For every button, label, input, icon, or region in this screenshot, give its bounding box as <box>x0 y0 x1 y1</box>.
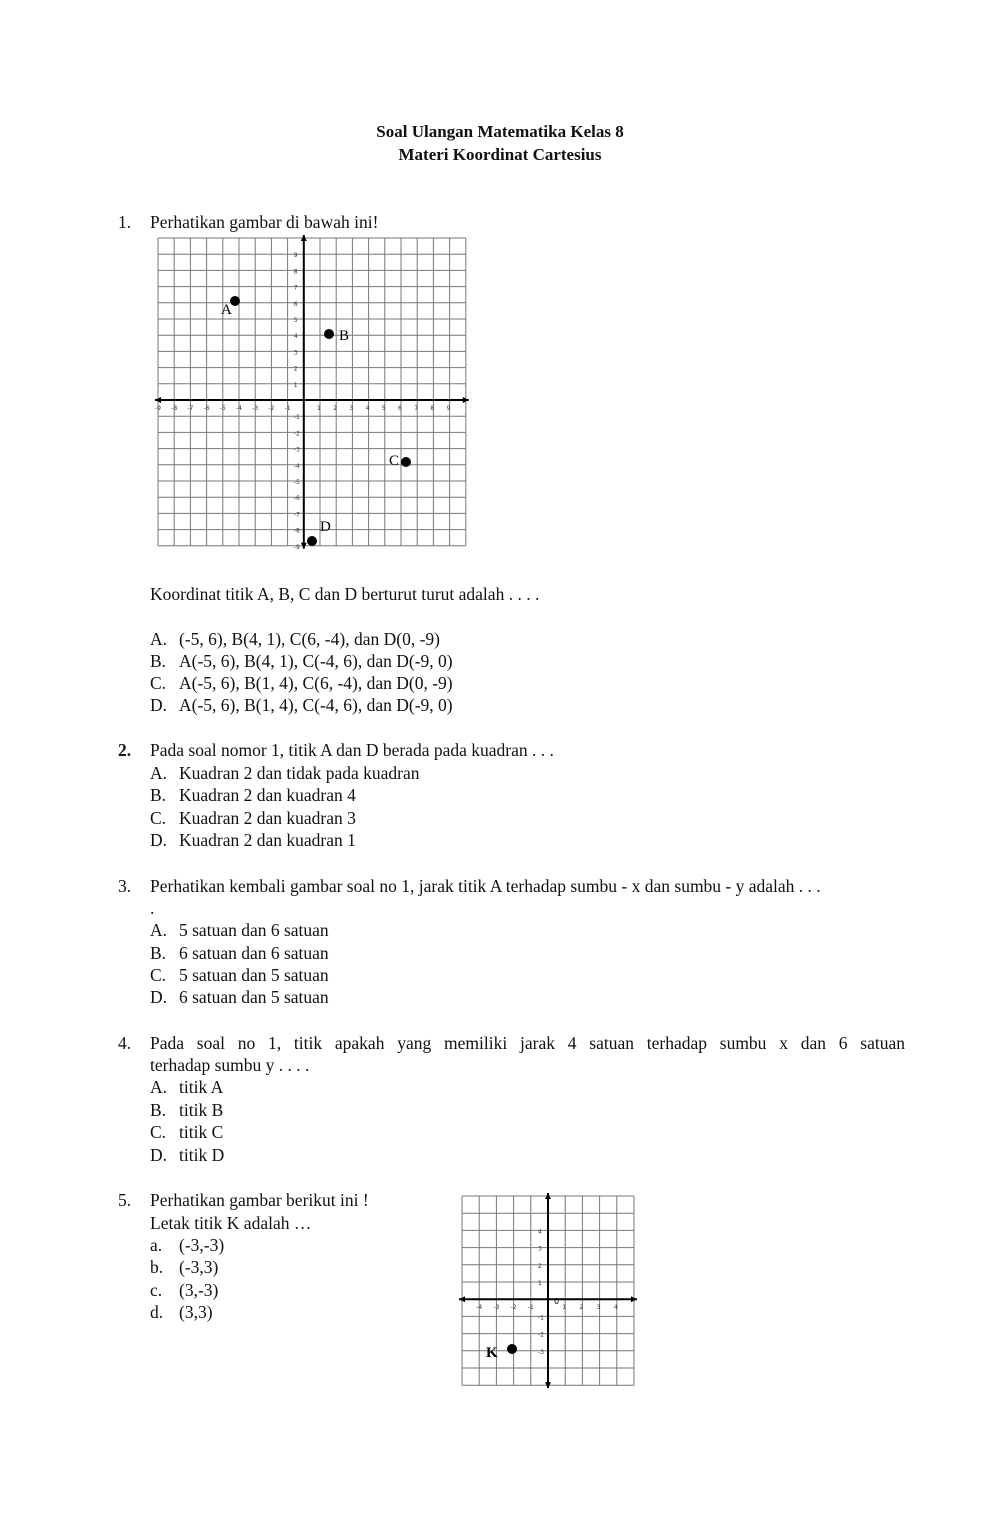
question-text-line2: terhadap sumbu y . . . . <box>150 1055 310 1075</box>
cartesian-graph-q5 <box>458 1190 650 1388</box>
x-tick-label: 2 <box>333 405 338 412</box>
option-letter[interactable]: B. <box>150 651 167 671</box>
x-tick-label: 8 <box>430 405 435 412</box>
point-b <box>324 329 334 339</box>
option-letter[interactable]: C. <box>150 808 167 828</box>
y-tick-label: 3 <box>538 1245 542 1253</box>
origin-label: 0 <box>554 1297 560 1306</box>
question-text: Pada soal nomor 1, titik A dan D berada pada kuadran . . . <box>150 740 554 760</box>
y-tick-label: 8 <box>293 268 298 276</box>
y-tick-label: 2 <box>538 1262 542 1270</box>
option-text[interactable]: 5 satuan dan 5 satuan <box>179 965 329 985</box>
y-tick-label: -4 <box>293 462 300 470</box>
page-subtitle: Materi Koordinat Cartesius <box>398 145 602 164</box>
x-tick-label: 7 <box>414 405 419 412</box>
option-letter[interactable]: D. <box>150 987 168 1007</box>
x-tick-label: -6 <box>203 405 210 412</box>
question-text: Perhatikan kembali gambar soal no 1, jarak titik A terhadap sumbu - x dan sumbu - y adalah . . . <box>150 876 821 896</box>
option-text[interactable]: titik A <box>179 1077 224 1097</box>
option-letter[interactable]: C. <box>150 965 167 985</box>
x-tick-label: -4 <box>236 405 242 412</box>
x-tick-label: -2 <box>510 1304 517 1312</box>
question-number: 4. <box>118 1033 132 1053</box>
option-text[interactable]: (-3,-3) <box>179 1235 225 1255</box>
option-text[interactable]: (3,3) <box>179 1302 213 1322</box>
x-tick-label: 2 <box>579 1304 584 1312</box>
points <box>221 296 411 546</box>
x-tick-label: 3 <box>349 405 354 412</box>
y-tick-label: 3 <box>293 349 298 357</box>
option-text[interactable]: (3,-3) <box>179 1280 219 1300</box>
option-letter[interactable]: A. <box>150 1077 168 1097</box>
option-letter[interactable]: A. <box>150 920 168 940</box>
x-tick-label: 6 <box>398 405 402 412</box>
y-tick-label: -7 <box>293 511 300 519</box>
point-k <box>507 1344 517 1354</box>
question-text-tail: . <box>150 898 155 918</box>
point-label-k: K <box>486 1345 498 1361</box>
point-label-d: D <box>320 519 331 535</box>
grid <box>155 235 469 549</box>
y-tick-label: 7 <box>293 284 298 292</box>
x-tick-label: -4 <box>476 1304 483 1312</box>
x-tick-label: -5 <box>219 405 226 412</box>
option-letter[interactable]: D. <box>150 695 168 715</box>
option-letter[interactable]: c. <box>150 1280 163 1300</box>
option-letter[interactable]: B. <box>150 785 167 805</box>
y-tick-label: -1 <box>293 414 300 422</box>
x-tick-label: -3 <box>493 1304 500 1312</box>
y-tick-label: -1 <box>538 1314 544 1322</box>
y-tick-label: -9 <box>293 543 300 551</box>
y-tick-label: -2 <box>538 1331 544 1339</box>
point-label-b: B <box>339 328 350 344</box>
option-text[interactable]: Kuadran 2 dan kuadran 3 <box>179 808 356 828</box>
y-tick-label: -6 <box>293 495 300 503</box>
y-tick-label: -3 <box>293 446 300 454</box>
y-tick-label: 2 <box>293 365 298 373</box>
x-tick-label: -2 <box>268 405 275 412</box>
x-tick-label: 9 <box>446 405 451 412</box>
option-letter[interactable]: C. <box>150 673 167 693</box>
x-tick-label: 3 <box>596 1304 601 1312</box>
y-tick-label: -8 <box>293 527 300 535</box>
option-text[interactable]: A(-5, 6), B(4, 1), C(-4, 6), dan D(-9, 0) <box>179 651 453 671</box>
cartesian-graph-q1 <box>150 232 480 562</box>
option-text[interactable]: 6 satuan dan 5 satuan <box>179 987 329 1007</box>
y-tick-label: -3 <box>538 1348 544 1356</box>
page-title: Soal Ulangan Matematika Kelas 8 <box>376 122 624 141</box>
x-tick-label: -9 <box>155 405 161 412</box>
x-tick-label: 1 <box>562 1304 567 1312</box>
question-number: 5. <box>118 1190 132 1210</box>
option-letter[interactable]: A. <box>150 763 168 783</box>
option-letter[interactable]: B. <box>150 943 167 963</box>
x-tick-label: -1 <box>527 1304 534 1312</box>
x-tick-label: 4 <box>613 1304 618 1312</box>
x-tick-label: 1 <box>317 405 321 412</box>
question-prompt: Perhatikan gambar di bawah ini! <box>150 212 379 232</box>
option-text[interactable]: Kuadran 2 dan kuadran 4 <box>179 785 356 805</box>
option-text[interactable]: Kuadran 2 dan tidak pada kuadran <box>179 763 420 783</box>
option-text[interactable]: A(-5, 6), B(1, 4), C(6, -4), dan D(0, -9) <box>179 673 453 693</box>
option-letter[interactable]: a. <box>150 1235 163 1255</box>
point-c <box>401 457 411 467</box>
y-tick-label: 1 <box>293 381 298 389</box>
x-tick-label: -1 <box>284 405 291 412</box>
point-label-c: C <box>389 453 400 469</box>
option-text[interactable]: (-3,3) <box>179 1257 219 1277</box>
axis-ticks <box>155 252 451 551</box>
option-text[interactable]: Kuadran 2 dan kuadran 1 <box>179 830 356 850</box>
point-d <box>307 536 317 546</box>
option-letter[interactable]: b. <box>150 1257 164 1277</box>
question-text: Pada soal no 1, titik apakah yang memiliki jarak 4 satuan terhadap sumbu x dan 6 satuan <box>150 1033 905 1053</box>
x-tick-label: 4 <box>365 405 370 412</box>
question-prompt: Perhatikan gambar berikut ini ! <box>150 1190 369 1210</box>
y-tick-label: -2 <box>293 430 300 438</box>
question-text: Koordinat titik A, B, C dan D berturut turut adalah . . . . <box>150 584 540 604</box>
x-tick-label: -8 <box>171 405 178 412</box>
option-letter[interactable]: d. <box>150 1302 164 1322</box>
y-tick-label: 6 <box>293 300 298 308</box>
y-tick-label: -5 <box>293 479 300 486</box>
question-text: Letak titik K adalah … <box>150 1213 312 1233</box>
question-number: 1. <box>118 212 132 232</box>
x-tick-label: -3 <box>252 405 259 412</box>
point-label-a: A <box>221 302 232 318</box>
x-tick-label: 5 <box>381 405 386 412</box>
y-tick-label: 4 <box>293 333 298 341</box>
y-tick-label: 5 <box>293 317 298 324</box>
option-text[interactable]: titik B <box>179 1100 224 1120</box>
option-text[interactable]: (-5, 6), B(4, 1), C(6, -4), dan D(0, -9) <box>179 629 440 649</box>
option-letter[interactable]: B. <box>150 1100 167 1120</box>
option-text[interactable]: titik C <box>179 1122 224 1142</box>
option-text[interactable]: A(-5, 6), B(1, 4), C(-4, 6), dan D(-9, 0) <box>179 695 453 715</box>
option-text[interactable]: titik D <box>179 1145 225 1165</box>
option-letter[interactable]: A. <box>150 629 168 649</box>
option-letter[interactable]: D. <box>150 1145 168 1165</box>
y-tick-label: 9 <box>293 252 298 260</box>
option-text[interactable]: 6 satuan dan 6 satuan <box>179 943 329 963</box>
option-letter[interactable]: D. <box>150 830 168 850</box>
x-tick-label: -7 <box>187 405 194 412</box>
y-tick-label: 4 <box>538 1228 542 1236</box>
question-number: 2. <box>118 740 132 760</box>
option-text[interactable]: 5 satuan dan 6 satuan <box>179 920 329 940</box>
y-tick-label: 1 <box>538 1280 542 1287</box>
option-letter[interactable]: C. <box>150 1122 167 1142</box>
question-number: 3. <box>118 876 132 896</box>
